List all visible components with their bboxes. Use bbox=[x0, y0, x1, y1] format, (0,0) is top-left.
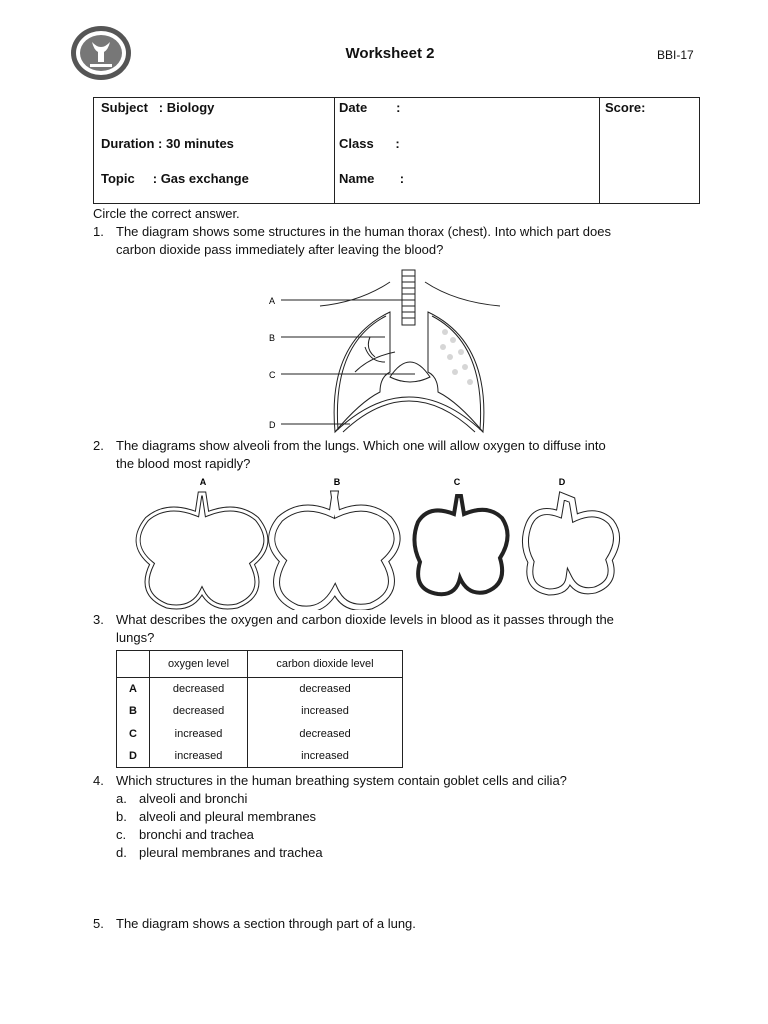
option-text: alveoli and bronchi bbox=[139, 791, 248, 806]
q4-option-c[interactable] bbox=[116, 826, 254, 844]
date-field[interactable]: Date : bbox=[339, 100, 401, 115]
school-logo bbox=[70, 24, 132, 82]
q4-option-b[interactable] bbox=[116, 808, 317, 826]
option-letter: b. bbox=[116, 809, 127, 824]
q2-label-b: B bbox=[333, 477, 341, 487]
co2-cell: decreased bbox=[248, 678, 403, 701]
q1-label-c: C bbox=[269, 370, 276, 380]
table-header-row bbox=[117, 651, 403, 678]
name-field[interactable]: Name : bbox=[339, 171, 405, 186]
oxygen-cell: increased bbox=[150, 722, 248, 744]
option-text: pleural membranes and trachea bbox=[139, 845, 323, 860]
q1-label-a: A bbox=[269, 296, 276, 306]
topic-field: Topic : Gas exchange bbox=[101, 171, 249, 186]
co2-cell: increased bbox=[248, 745, 403, 768]
oxygen-cell: decreased bbox=[150, 700, 248, 722]
co2-cell: increased bbox=[248, 700, 403, 722]
q4-option-a[interactable] bbox=[116, 790, 248, 808]
option-letter: d. bbox=[116, 845, 127, 860]
worksheet-title: Worksheet 2 bbox=[345, 45, 435, 62]
table-header-blank bbox=[117, 651, 150, 678]
table-row bbox=[117, 700, 403, 722]
option-letter: c. bbox=[116, 827, 127, 842]
info-table bbox=[93, 97, 700, 204]
row-label: D bbox=[117, 745, 150, 768]
table-header-co2: carbon dioxide level bbox=[248, 651, 403, 678]
q1-line2: carbon dioxide pass immediately after leaving the blood? bbox=[116, 242, 444, 257]
info-col-subject bbox=[94, 98, 335, 203]
q3-line2: lungs? bbox=[116, 630, 155, 645]
q2-number: 2. bbox=[93, 438, 104, 453]
info-col-student bbox=[334, 98, 600, 203]
row-label: B bbox=[117, 700, 150, 722]
option-text: alveoli and pleural membranes bbox=[139, 809, 317, 824]
q1-text bbox=[116, 223, 676, 259]
table-row bbox=[117, 745, 403, 768]
worksheet-code: BBI-17 bbox=[657, 48, 694, 62]
subject-field: Subject : Biology bbox=[101, 100, 215, 115]
table-row bbox=[117, 722, 403, 744]
q1-label-b: B bbox=[269, 333, 276, 343]
table-header-oxygen: oxygen level bbox=[150, 651, 248, 678]
q2-line2: the blood most rapidly? bbox=[116, 456, 251, 471]
class-field[interactable]: Class : bbox=[339, 136, 400, 151]
oxygen-cell: increased bbox=[150, 745, 248, 768]
q5-number: 5. bbox=[93, 916, 104, 931]
q2-line1: The diagrams show alveoli from the lungs. Which one will allow oxygen to diffuse into bbox=[116, 438, 606, 453]
gas-levels-table bbox=[116, 650, 403, 768]
duration-field: Duration : 30 minutes bbox=[101, 136, 234, 151]
q3-number: 3. bbox=[93, 612, 104, 627]
q4-option-d[interactable] bbox=[116, 844, 323, 862]
table-row bbox=[117, 678, 403, 701]
alveoli-diagram bbox=[130, 474, 640, 610]
q2-text bbox=[116, 437, 676, 473]
option-text: bronchi and trachea bbox=[139, 827, 254, 842]
instruction: Circle the correct answer. bbox=[93, 206, 240, 221]
row-label: C bbox=[117, 722, 150, 744]
q4-text: Which structures in the human breathing system contain goblet cells and cilia? bbox=[116, 773, 567, 788]
q3-text bbox=[116, 611, 676, 647]
option-letter: a. bbox=[116, 791, 127, 806]
q1-number: 1. bbox=[93, 224, 104, 239]
q2-label-d: D bbox=[558, 477, 566, 487]
q2-label-a: A bbox=[199, 477, 207, 487]
q1-line1: The diagram shows some structures in the human thorax (chest). Into which part does bbox=[116, 224, 611, 239]
score-field[interactable]: Score: bbox=[605, 100, 646, 115]
co2-cell: decreased bbox=[248, 722, 403, 744]
q1-label-d: D bbox=[269, 420, 276, 430]
alveolus-c bbox=[414, 496, 507, 594]
row-label: A bbox=[117, 678, 150, 701]
q2-label-c: C bbox=[453, 477, 461, 487]
oxygen-cell: decreased bbox=[150, 678, 248, 701]
q5-text: The diagram shows a section through part of a lung. bbox=[116, 916, 416, 931]
q3-line1: What describes the oxygen and carbon dioxide levels in blood as it passes through the bbox=[116, 612, 614, 627]
thorax-diagram bbox=[265, 262, 505, 434]
q4-number: 4. bbox=[93, 773, 104, 788]
